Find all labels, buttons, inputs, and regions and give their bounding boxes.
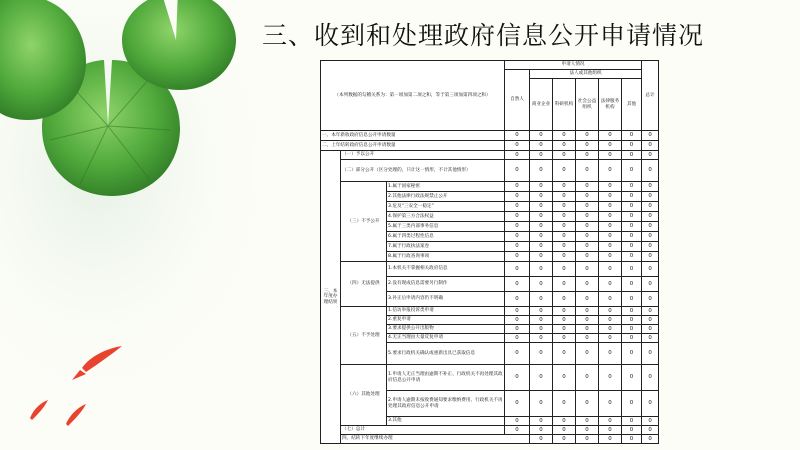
cell: 0 [576,262,599,277]
cell: 0 [576,365,599,391]
cell: 0 [642,435,659,444]
cell: 0 [622,131,642,141]
cell: 0 [553,262,576,277]
cell: 0 [576,212,599,222]
cell: 0 [599,141,622,151]
cell: 0 [642,222,659,232]
cell: 0 [553,242,576,252]
row-label: 四、结转下年度继续办理 [341,435,530,444]
col-research: 科研机构 [553,79,576,131]
cell: 0 [505,334,530,343]
cell: 0 [530,325,553,334]
cell: 0 [530,334,553,343]
cell: 0 [530,182,553,192]
subsection-label: （六）其他处理 [341,365,387,426]
cell: 0 [622,316,642,325]
item-label: 1.申请人无正当理由逾期不补正、行政机关不再处理其政府信息公开申请 [387,365,505,391]
cell: 0 [576,277,599,292]
cell: 0 [576,292,599,307]
cell: 0 [599,252,622,262]
col-legal-service: 法律服务机构 [599,79,622,131]
cell: 0 [553,151,576,160]
cell: 0 [642,292,659,307]
cell: 0 [553,277,576,292]
cell: 0 [642,192,659,202]
item-label: 1.本机关不掌握相关政府信息 [387,262,505,277]
row-label: 一、本年新收政府信息公开申请数量 [321,131,505,141]
cell: 0 [642,334,659,343]
cell: 0 [505,316,530,325]
cell: 0 [622,160,642,182]
cell: 0 [599,277,622,292]
cell: 0 [642,242,659,252]
cell: 0 [505,160,530,182]
cell: 0 [553,202,576,212]
cell: 0 [622,277,642,292]
cell: 0 [530,435,553,444]
cell: 0 [642,417,659,426]
col-natural-person: 自然人 [505,70,530,131]
cell: 0 [530,192,553,202]
cell: 0 [505,232,530,242]
cell: 0 [553,212,576,222]
row-label: （二）部分公开（区分处理的，只计这一情形，不计其他情形） [341,160,505,182]
cell: 0 [642,325,659,334]
cell: 0 [599,334,622,343]
cell: 0 [576,325,599,334]
cell: 0 [642,212,659,222]
cell: 0 [576,391,599,417]
cell: 0 [622,365,642,391]
cell: 0 [530,232,553,242]
cell: 0 [505,292,530,307]
item-label: 5.要求行政机关确认或重新出具已获取信息 [387,343,505,365]
cell: 0 [599,316,622,325]
row-label: （一）予以公开 [341,151,505,160]
cell: 0 [576,131,599,141]
subsection-label: （三）不予公开 [341,182,387,262]
cell: 0 [599,391,622,417]
item-label: 3.要求提供公开出版物 [387,325,505,334]
cell: 0 [622,141,642,151]
cell: 0 [553,307,576,316]
item-label: 2.重复申请 [387,316,505,325]
cell: 0 [553,160,576,182]
cell: 0 [576,182,599,192]
cell: 0 [553,222,576,232]
cell: 0 [505,307,530,316]
cell: 0 [622,151,642,160]
cell: 0 [599,262,622,277]
item-label: 3.补正后申请内容仍不明确 [387,292,505,307]
cell: 0 [576,160,599,182]
cell: 0 [505,141,530,151]
cell: 0 [505,222,530,232]
cell: 0 [505,252,530,262]
cell: 0 [553,435,576,444]
col-public-welfare: 社会公益组织 [576,79,599,131]
cell: 0 [505,242,530,252]
cell: 0 [599,242,622,252]
cell: 0 [553,325,576,334]
cell: 0 [505,343,530,365]
cell: 0 [553,426,576,435]
cell: 0 [530,277,553,292]
cell: 0 [505,325,530,334]
cell: 0 [642,262,659,277]
item-label: 1.信访举报投诉类申请 [387,307,505,316]
cell: 0 [530,151,553,160]
cell: 0 [599,212,622,222]
cell: 0 [622,262,642,277]
cell: 0 [530,141,553,151]
cell: 0 [642,316,659,325]
cell: 0 [505,391,530,417]
cell: 0 [530,262,553,277]
cell: 0 [576,232,599,242]
cell: 0 [622,212,642,222]
item-label: 7.属于行政执法案卷 [387,242,505,252]
cell: 0 [530,160,553,182]
corner-note: （本列数据的勾稽关系为：第一项加第二项之和，等于第三项加第四项之和） [321,61,505,131]
cell: 0 [642,141,659,151]
cell: 0 [599,222,622,232]
cell: 0 [505,212,530,222]
cell: 0 [505,417,530,426]
item-label: 2.没有现成信息需要另行制作 [387,277,505,292]
cell: 0 [553,141,576,151]
cell: 0 [530,316,553,325]
cell: 0 [622,417,642,426]
item-label: 4.无正当理由大量反复申请 [387,334,505,343]
cell: 0 [622,242,642,252]
cell: 0 [576,202,599,212]
cell: 0 [576,141,599,151]
cell: 0 [576,435,599,444]
cell: 0 [599,325,622,334]
cell: 0 [530,307,553,316]
cell: 0 [553,131,576,141]
cell: 0 [599,182,622,192]
cell: 0 [553,192,576,202]
cell: 0 [530,391,553,417]
cell: 0 [622,426,642,435]
cell: 0 [505,192,530,202]
cell: 0 [642,160,659,182]
cell: 0 [599,131,622,141]
cell: 0 [553,391,576,417]
cell: 0 [622,192,642,202]
col-total: 总计 [642,61,659,131]
cell: 0 [622,292,642,307]
section-label: 三、本年度办理结果 [321,151,341,444]
cell: 0 [553,365,576,391]
header-legal-entity: 法人或其他组织 [530,70,642,79]
cell: 0 [553,232,576,242]
row-label: 二、上年结转政府信息公开申请数量 [321,141,505,151]
row-label: （七）总计 [341,426,505,435]
cell: 0 [530,252,553,262]
cell: 0 [576,343,599,365]
cell: 0 [576,222,599,232]
cell: 0 [622,435,642,444]
cell: 0 [553,252,576,262]
cell: 0 [642,202,659,212]
cell: 0 [622,325,642,334]
cell: 0 [553,292,576,307]
cell: 0 [622,343,642,365]
item-label: 3.其他 [387,417,505,426]
item-label: 3.危及“三安全一稳定” [387,202,505,212]
cell: 0 [530,131,553,141]
cell: 0 [599,343,622,365]
cell: 0 [642,151,659,160]
cell: 0 [622,222,642,232]
subsection-label: （四）无法提供 [341,262,387,307]
cell: 0 [530,212,553,222]
cell: 0 [642,343,659,365]
cell: 0 [530,417,553,426]
cell: 0 [622,307,642,316]
cell: 0 [530,292,553,307]
cell: 0 [622,182,642,192]
cell: 0 [553,417,576,426]
cell: 0 [530,222,553,232]
cell: 0 [505,131,530,141]
cell: 0 [599,232,622,242]
cell: 0 [505,151,530,160]
cell: 0 [599,365,622,391]
cell: 0 [599,202,622,212]
cell: 0 [505,182,530,192]
item-label: 5.属于三类内部事务信息 [387,222,505,232]
item-label: 4.保护第三方合法权益 [387,212,505,222]
cell: 0 [642,426,659,435]
cell: 0 [530,202,553,212]
item-label: 1.属于国家秘密 [387,182,505,192]
page-title: 三、收到和处理政府信息公开申请情况 [262,21,705,50]
cell: 0 [622,202,642,212]
cell: 0 [599,292,622,307]
cell: 0 [599,307,622,316]
cell: 0 [642,252,659,262]
cell: 0 [622,334,642,343]
cell: 0 [505,262,530,277]
header-applicant: 申请人情况 [505,61,642,70]
cell: 0 [530,426,553,435]
cell: 0 [576,151,599,160]
cell: 0 [576,252,599,262]
disclosure-table [320,60,659,444]
cell: 0 [622,232,642,242]
cell: 0 [576,307,599,316]
cell: 0 [505,202,530,212]
cell: 0 [553,343,576,365]
cell: 0 [622,391,642,417]
cell: 0 [599,192,622,202]
cell: 0 [505,426,530,435]
cell: 0 [576,192,599,202]
cell: 0 [599,151,622,160]
cell: 0 [642,307,659,316]
cell: 0 [642,365,659,391]
cell: 0 [599,435,622,444]
cell: 0 [599,426,622,435]
col-other: 其他 [622,79,642,131]
cell: 0 [599,417,622,426]
cell: 0 [599,160,622,182]
item-label: 8.属于行政查询事项 [387,252,505,262]
cell: 0 [576,242,599,252]
item-label: 6.属于四类过程性信息 [387,232,505,242]
cell: 0 [505,277,530,292]
cell: 0 [530,365,553,391]
cell: 0 [576,426,599,435]
cell: 0 [553,334,576,343]
cell: 0 [576,316,599,325]
cell: 0 [553,316,576,325]
cell: 0 [642,131,659,141]
cell: 0 [642,232,659,242]
item-label: 2.申请人逾期未按收费通知要求缴纳费用、行政机关不再处理其政府信息公开申请 [387,391,505,417]
cell: 0 [642,277,659,292]
cell: 0 [553,182,576,192]
cell: 0 [530,343,553,365]
cell: 0 [642,182,659,192]
cell: 0 [505,365,530,391]
cell: 0 [576,334,599,343]
cell: 0 [642,391,659,417]
col-business: 商业企业 [530,79,553,131]
subsection-label: （五）不予处理 [341,307,387,365]
cell: 0 [622,252,642,262]
item-label: 2.其他法律行政法规禁止公开 [387,192,505,202]
cell: 0 [576,417,599,426]
cell: 0 [530,242,553,252]
